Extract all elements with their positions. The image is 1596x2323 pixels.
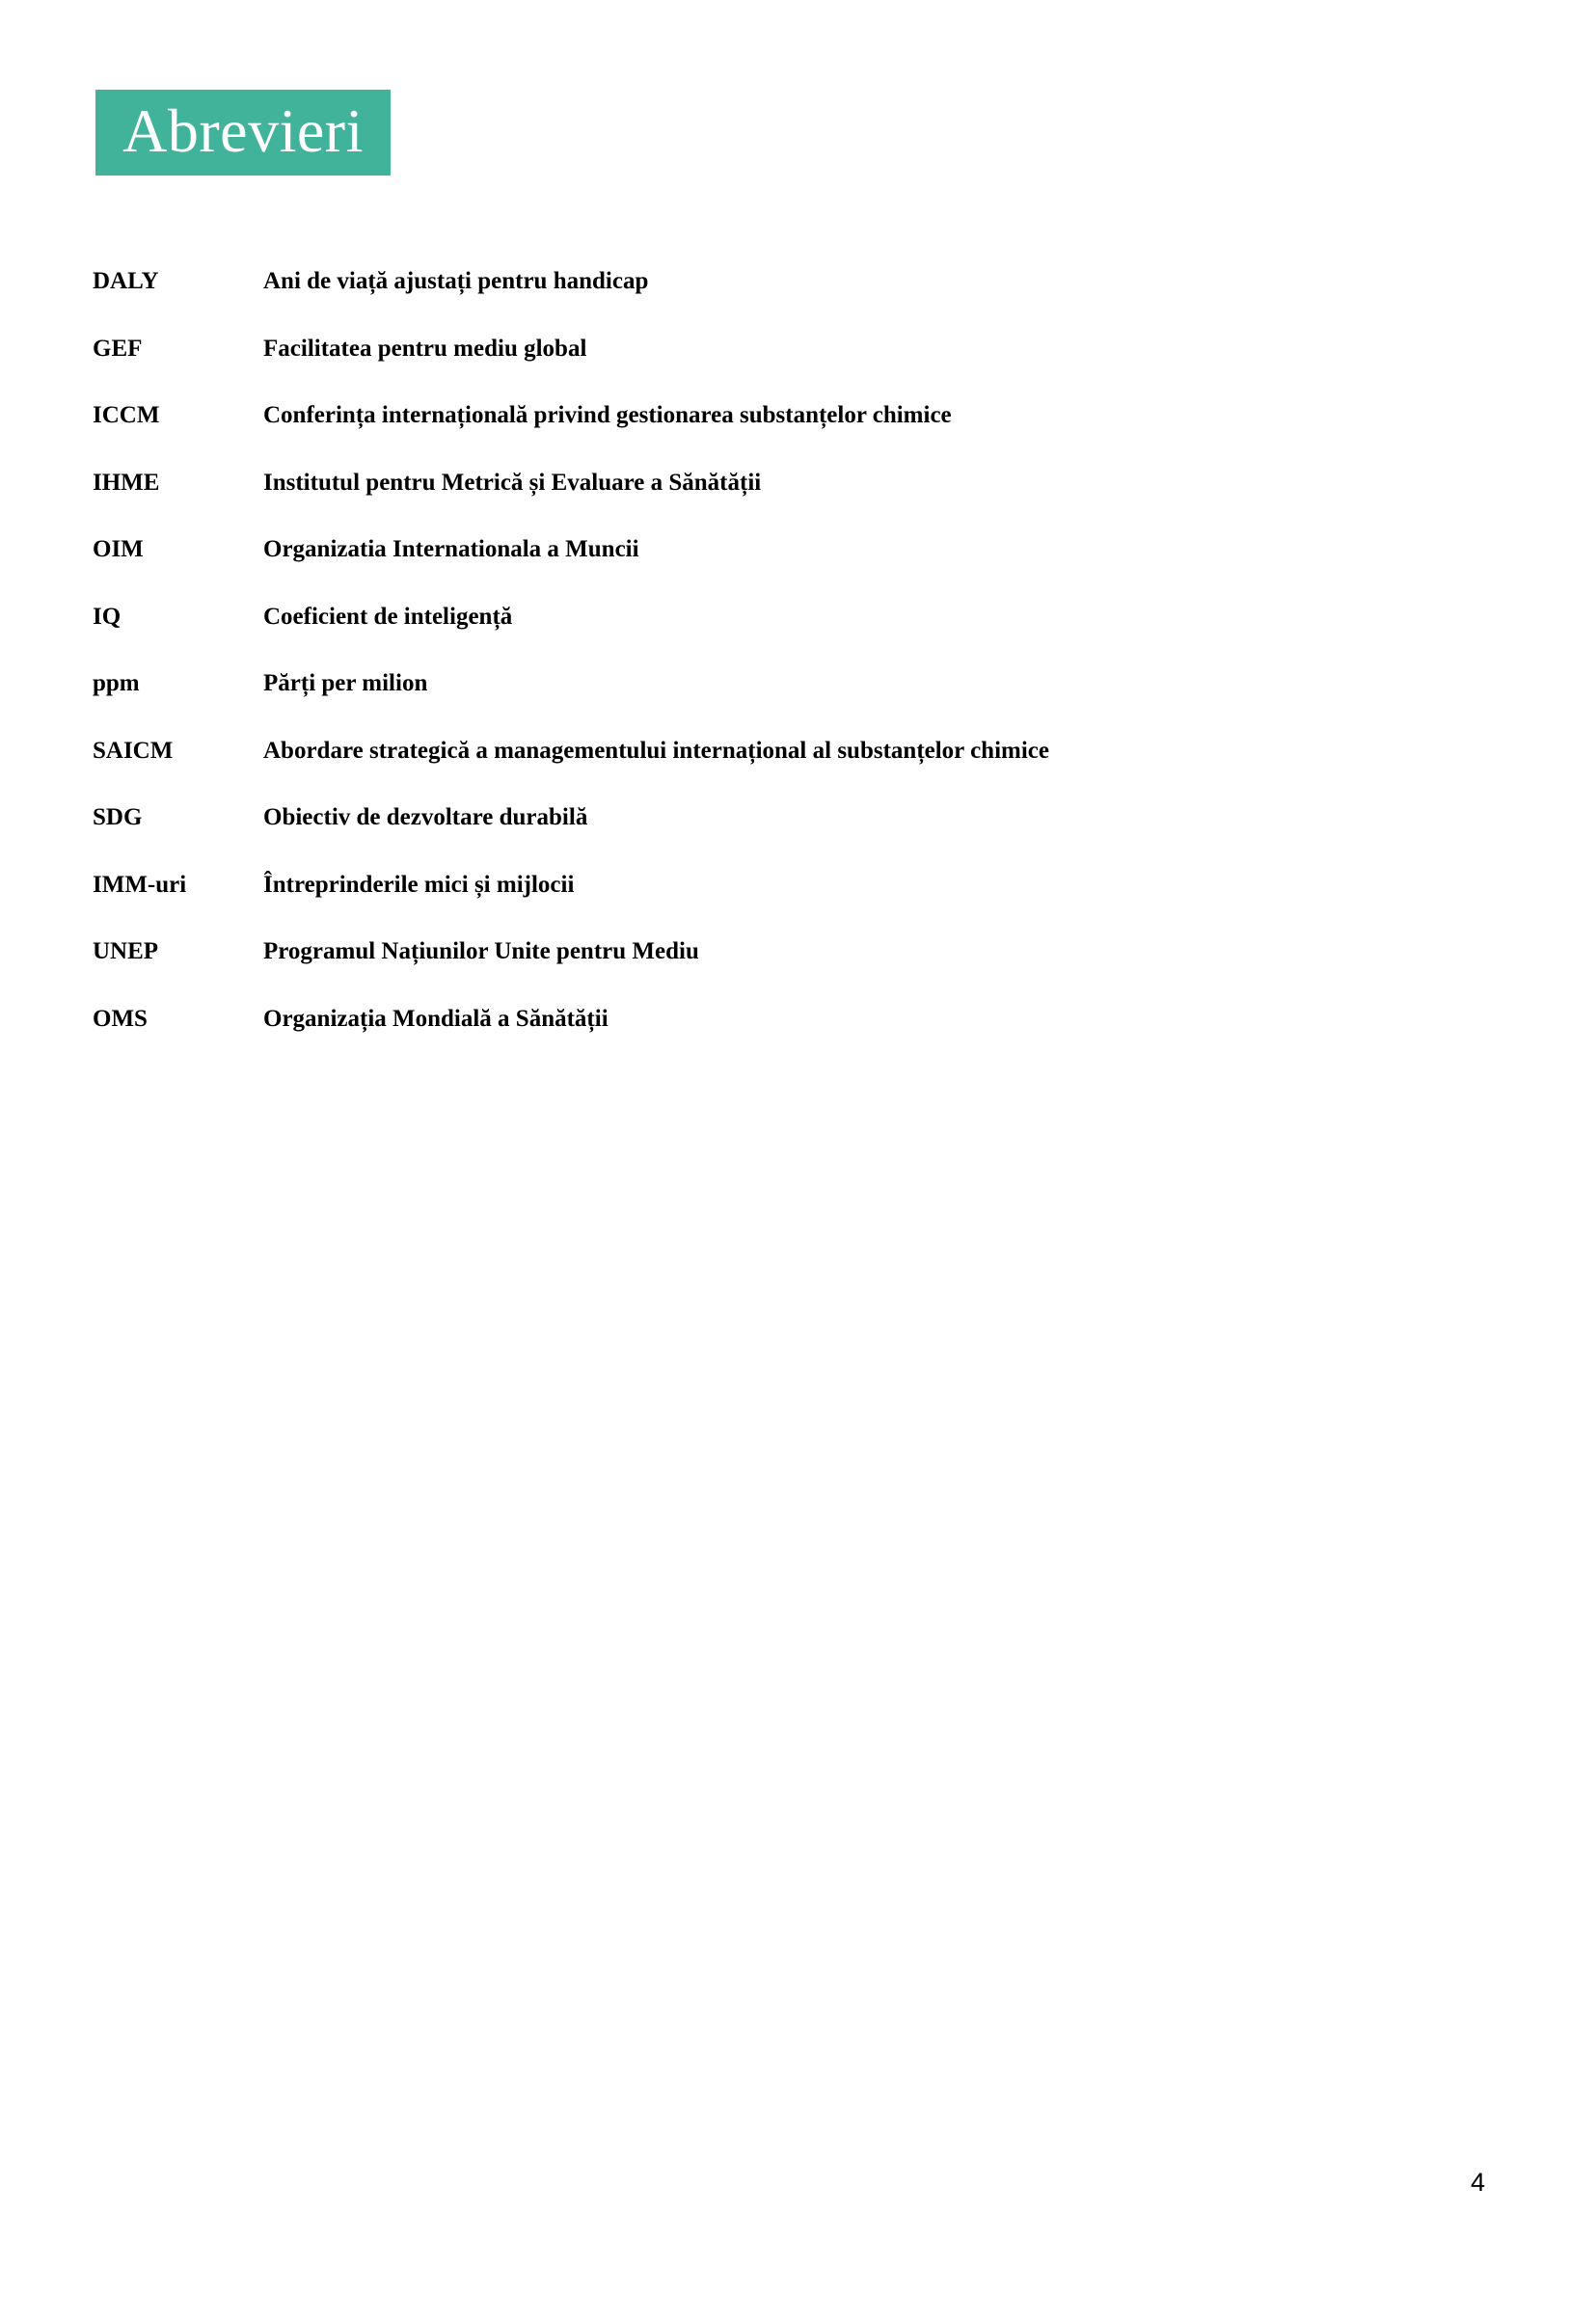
abbreviation-term: OIM	[93, 536, 144, 562]
abbreviation-row	[93, 870, 1394, 902]
abbreviation-term: SDG	[93, 804, 143, 830]
abbreviation-definition: Coeficient de inteligență	[263, 603, 513, 630]
abbreviation-row	[93, 534, 1394, 566]
abbreviation-definition: Organizatia Internationala a Muncii	[263, 536, 639, 562]
abbreviation-definition: Programul Națiunilor Unite pentru Mediu	[263, 938, 699, 964]
abbreviation-definition: Organizația Mondială a Sănătății	[263, 1005, 609, 1032]
abbreviation-definition: Ani de viață ajustați pentru handicap	[263, 268, 649, 294]
abbreviation-row	[93, 1004, 1394, 1036]
abbreviation-row	[93, 400, 1394, 432]
abbreviation-row	[93, 602, 1394, 634]
abbreviation-term: UNEP	[93, 938, 159, 964]
abbreviation-term: ICCM	[93, 402, 160, 428]
page-number: 4	[1470, 2168, 1485, 2197]
abbreviation-row	[93, 936, 1394, 968]
abbreviation-definition: Institutul pentru Metrică și Evaluare a Sănătății	[263, 469, 762, 496]
abbreviation-definition: Facilitatea pentru mediu global	[263, 335, 587, 362]
section-title: Abrevieri	[95, 90, 391, 176]
abbreviation-row	[93, 736, 1394, 768]
abbreviation-term: IHME	[93, 469, 160, 496]
abbreviation-row	[93, 802, 1394, 834]
abbreviation-definition: Părți per milion	[263, 670, 428, 696]
abbreviation-definition: Abordare strategică a managementului internațional al substanțelor chimice	[263, 737, 1049, 764]
abbreviation-definition: Obiectiv de dezvoltare durabilă	[263, 804, 588, 830]
abbreviation-term: IQ	[93, 603, 122, 630]
abbreviation-row	[93, 334, 1394, 365]
abbreviation-list	[93, 266, 1394, 1070]
abbreviation-term: IMM-uri	[93, 871, 187, 898]
abbreviation-term: ppm	[93, 670, 140, 696]
abbreviation-row	[93, 266, 1394, 298]
abbreviation-definition: Întreprinderile mici și mijlocii	[263, 871, 575, 898]
abbreviation-row	[93, 468, 1394, 500]
abbreviation-term: OMS	[93, 1005, 148, 1032]
abbreviation-term: SAICM	[93, 737, 174, 764]
abbreviation-term: DALY	[93, 268, 159, 294]
abbreviation-definition: Conferința internațională privind gestionarea substanțelor chimice	[263, 402, 952, 428]
abbreviation-term: GEF	[93, 335, 143, 362]
abbreviation-row	[93, 668, 1394, 700]
